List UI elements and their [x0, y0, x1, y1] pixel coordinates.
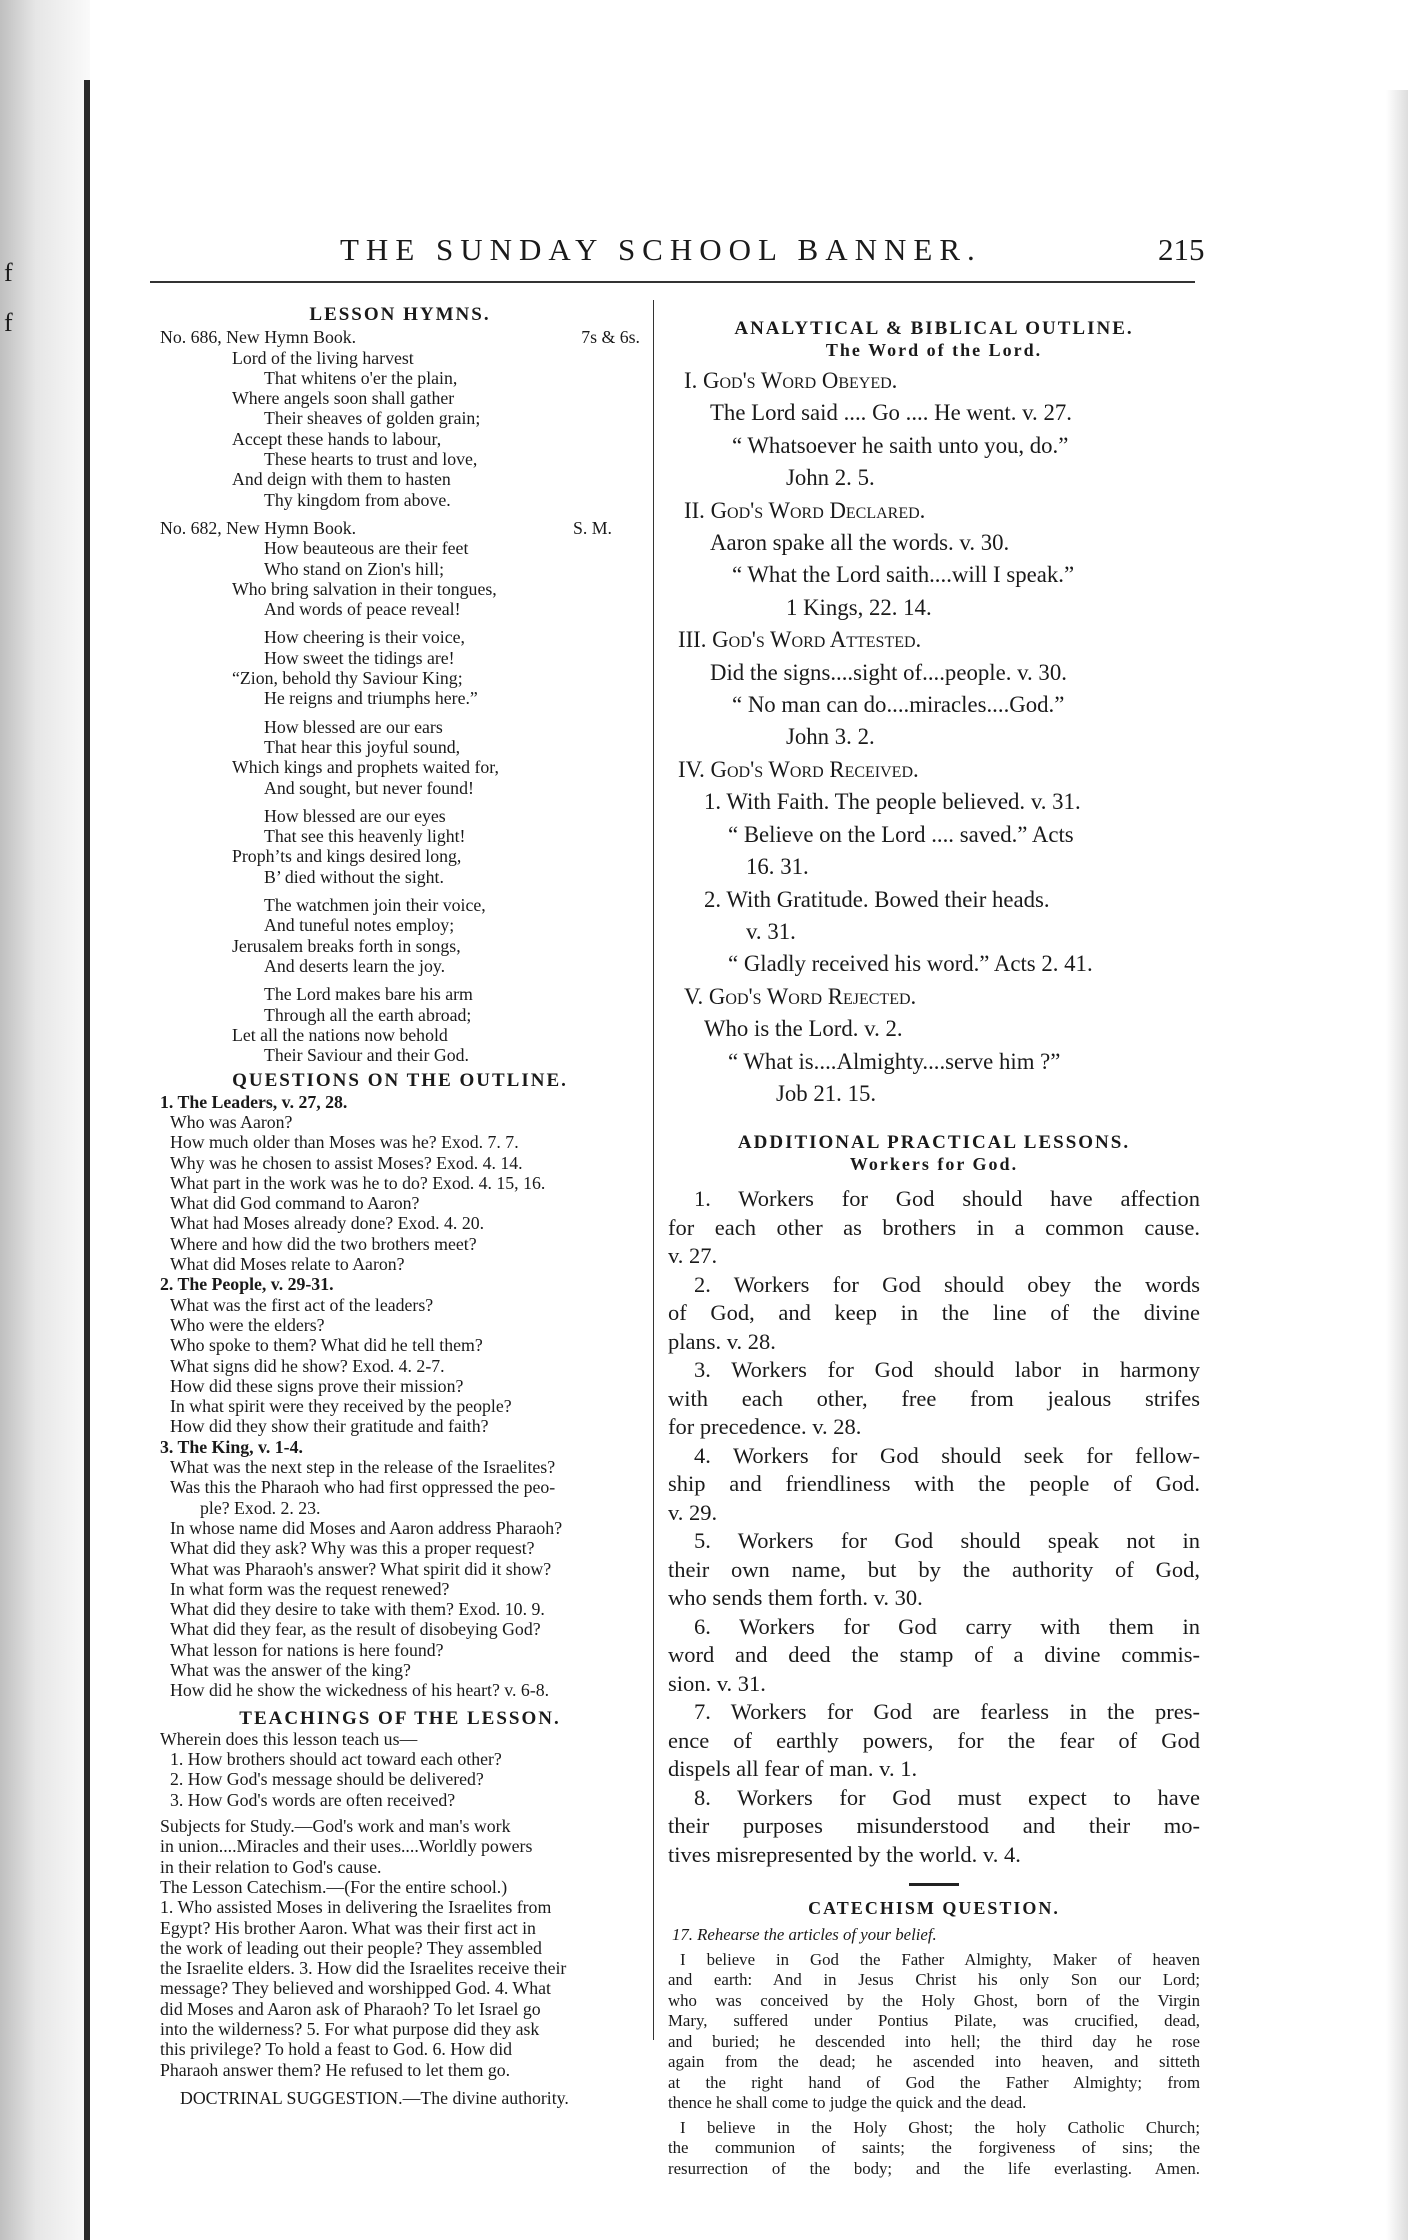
- catechism-line: the work of leading out their people? They assembled: [160, 1937, 542, 1958]
- catechism-question: 17. Rehearse the articles of your belief.: [672, 1925, 937, 1945]
- study-line: in their relation to God's cause.: [160, 1856, 382, 1877]
- teaching-line: 1. How brothers should act toward each other?: [170, 1749, 502, 1770]
- lesson-line: sion. v. 31.: [668, 1670, 766, 1696]
- catechism-line: Pharaoh answer them? He refused to let them go.: [160, 2059, 511, 2080]
- question: What lesson for nations is here found?: [170, 1639, 444, 1660]
- lesson-hymns-heading: LESSON HYMNS.: [309, 304, 491, 325]
- header-rule: [150, 281, 1195, 283]
- lesson-line: 1. Workers for God should have affection: [694, 1186, 1200, 1212]
- catechism-heading: CATECHISM QUESTION.: [808, 1898, 1060, 1919]
- hymn-line: Who bring salvation in their tongues,: [232, 578, 497, 599]
- lesson-line: for precedence. v. 28.: [668, 1414, 862, 1440]
- lesson-line: 2. Workers for God should obey the words: [694, 1271, 1200, 1297]
- hymn-line: “Zion, behold thy Saviour King;: [232, 668, 463, 689]
- lesson-line: tives misrepresented by the world. v. 4.: [668, 1841, 1021, 1867]
- outline-line: “ What the Lord saith....will I speak.”: [732, 562, 1075, 588]
- hymn-682: [160, 538, 640, 1065]
- outline-line: 1 Kings, 22. 14.: [786, 594, 932, 620]
- creed-line: and buried; he descended into hell; the third day he rose: [668, 2031, 1200, 2051]
- question: How did they show their gratitude and faith?: [170, 1416, 489, 1437]
- question-section: 1. The Leaders, v. 27, 28.: [160, 1091, 348, 1112]
- questions-list: [160, 1092, 640, 1701]
- question-section: 3. The King, v. 1-4.: [160, 1436, 303, 1457]
- hymn-line: Their Saviour and their God.: [264, 1045, 469, 1066]
- outline-line: Did the signs....sight of....people. v. 30.: [710, 659, 1067, 685]
- hymn-686: [160, 348, 640, 510]
- analytical-subheading: The Word of the Lord.: [825, 340, 1043, 360]
- subjects-for-study: [160, 1816, 640, 1877]
- teaching-line: Wherein does this lesson teach us—: [160, 1728, 418, 1749]
- outline-heading: V. God's Word Rejected.: [684, 983, 917, 1009]
- lesson-catechism: [160, 1877, 640, 2080]
- catechism-line: into the wilderness? 5. For what purpose did they ask: [160, 2019, 540, 2040]
- questions-heading: QUESTIONS ON THE OUTLINE.: [232, 1070, 568, 1092]
- outline-line: 1. With Faith. The people believed. v. 31.: [704, 789, 1081, 815]
- catechism-line: message? They believed and worshipped God. 4. What: [160, 1978, 551, 1999]
- hymn-line: Which kings and prophets waited for,: [232, 757, 499, 778]
- teaching-line: 3. How God's words are often received?: [170, 1789, 456, 1810]
- section-divider: [909, 1883, 959, 1886]
- outline-heading: IV. God's Word Received.: [678, 756, 919, 782]
- catechism-answer: [668, 1925, 1200, 2179]
- page-edge: [1386, 90, 1408, 2240]
- hymn-meter: 7s & 6s.: [581, 327, 640, 348]
- lesson-line: 3. Workers for God should labor in harmony: [694, 1357, 1200, 1383]
- creed-line: and earth: And in Jesus Christ his only Son our Lord;: [668, 1970, 1200, 1990]
- hymn-line: How cheering is their voice,: [264, 627, 465, 648]
- hymn-line: How blessed are our eyes: [264, 805, 446, 826]
- question: What had Moses already done? Exod. 4. 20.: [170, 1213, 485, 1234]
- lesson-line: dispels all fear of man. v. 1.: [668, 1756, 918, 1782]
- analytical-heading: ANALYTICAL & BIBLICAL OUTLINE.: [734, 318, 1134, 339]
- lesson-line: who sends them forth. v. 30.: [668, 1585, 923, 1611]
- hymn-line: That hear this joyful sound,: [264, 736, 461, 757]
- lesson-line: ship and friendliness with the people of God.: [668, 1471, 1200, 1497]
- outline-line: Aaron spake all the words. v. 30.: [710, 530, 1010, 556]
- outline-heading: II. God's Word Declared.: [684, 497, 926, 523]
- hymn-number: No. 686, New Hymn Book.: [160, 327, 357, 348]
- hymn-line: And deign with them to hasten: [232, 469, 451, 490]
- lesson-line: 6. Workers for God carry with them in: [694, 1613, 1200, 1639]
- hymn-number: No. 682, New Hymn Book.: [160, 517, 357, 538]
- lesson-line: 8. Workers for God must expect to have: [694, 1784, 1200, 1810]
- teachings-list: [160, 1729, 640, 1810]
- question: What was the first act of the leaders?: [170, 1294, 434, 1315]
- hymn-line: How blessed are our ears: [264, 716, 443, 737]
- right-column: [668, 318, 1200, 2179]
- hymn-line: And deserts learn the joy.: [264, 955, 446, 976]
- outline-line: John 3. 2.: [786, 724, 875, 750]
- hymn-line: And words of peace reveal!: [264, 599, 461, 620]
- question: Was this the Pharaoh who had first oppressed the peo-: [170, 1477, 556, 1498]
- facing-page-fragment: f: [4, 258, 13, 287]
- hymn-line: The watchmen join their voice,: [264, 895, 486, 916]
- catechism-line: The Lesson Catechism.—(For the entire school.): [160, 1876, 508, 1897]
- hymn-line: Their sheaves of golden grain;: [264, 408, 481, 429]
- lesson-line: 7. Workers for God are fearless in the pres-: [694, 1699, 1200, 1725]
- question: ple? Exod. 2. 23.: [200, 1497, 321, 1518]
- question: How did these signs prove their mission?: [170, 1375, 464, 1396]
- question: What did Moses relate to Aaron?: [170, 1254, 405, 1275]
- creed-line: thence he shall come to judge the quick and the dead.: [668, 2093, 1027, 2113]
- question: What did they ask? Why was this a proper request?: [170, 1538, 535, 1559]
- hymn-line: Accept these hands to labour,: [232, 428, 442, 449]
- hymn-line: Lord of the living harvest: [232, 347, 414, 368]
- outline-line: 16. 31.: [746, 854, 809, 880]
- creed-line: resurrection of the body; and the life everlasting. Amen.: [668, 2158, 1200, 2178]
- question: Who were the elders?: [170, 1314, 325, 1335]
- creed-line: who was conceived by the Holy Ghost, born of the Virgin: [668, 1990, 1200, 2010]
- catechism-line: the Israelite elders. 3. How did the Israelites receive their: [160, 1958, 567, 1979]
- lesson-line: with each other, free from jealous strifes: [668, 1385, 1200, 1411]
- doctrinal-suggestion: DOCTRINAL SUGGESTION.—The divine authority.: [180, 2087, 569, 2108]
- lesson-line: their own name, but by the authority of God,: [668, 1556, 1200, 1582]
- hymn-line: Proph’ts and kings desired long,: [232, 846, 462, 867]
- outline-line: “ What is....Almighty....serve him ?”: [728, 1048, 1061, 1074]
- hymn-line: These hearts to trust and love,: [264, 449, 478, 470]
- hymn-line: Who stand on Zion's hill;: [264, 558, 445, 579]
- lesson-line: 5. Workers for God should speak not in: [694, 1528, 1200, 1554]
- question: Who was Aaron?: [170, 1111, 293, 1132]
- lesson-line: their purposes misunderstood and their mo-: [668, 1813, 1200, 1839]
- creed-line: the communion of saints; the forgiveness of sins; the: [668, 2138, 1200, 2158]
- analytical-outline: [668, 365, 1200, 1110]
- lesson-line: v. 27.: [668, 1243, 718, 1269]
- hymn-line: Thy kingdom from above.: [264, 489, 451, 510]
- hymn-line: Where angels soon shall gather: [232, 388, 455, 409]
- hymn-line: Jerusalem breaks forth in songs,: [232, 935, 461, 956]
- question: What was the answer of the king?: [170, 1660, 411, 1680]
- lesson-line: ence of earthly powers, for the fear of God: [668, 1727, 1200, 1753]
- question: How did he show the wickedness of his heart? v. 6-8.: [170, 1680, 550, 1701]
- catechism-line: did Moses and Aaron ask of Pharaoh? To let Israel go: [160, 1998, 541, 2019]
- question: What was Pharaoh's answer? What spirit did it show?: [170, 1558, 552, 1579]
- creed-line: I believe in God the Father Almighty, Maker of heaven: [680, 1949, 1200, 1969]
- outline-line: Job 21. 15.: [776, 1080, 877, 1106]
- teachings-heading: TEACHINGS OF THE LESSON.: [239, 1707, 561, 1729]
- question: What part in the work was he to do? Exod. 4. 15, 16.: [170, 1172, 546, 1193]
- practical-subheading: Workers for God.: [849, 1154, 1019, 1175]
- study-line: in union....Miracles and their uses....Worldly powers: [160, 1836, 533, 1857]
- hymn-line: That whitens o'er the plain,: [264, 367, 458, 388]
- hymn-line: And sought, but never found!: [264, 777, 474, 798]
- outline-line: “ Whatsoever he saith unto you, do.”: [732, 432, 1069, 458]
- question: What signs did he show? Exod. 4. 2-7.: [170, 1355, 445, 1376]
- left-column: [160, 305, 640, 2108]
- hymn-header: [160, 518, 640, 538]
- creed-line: again from the dead; he ascended into heaven, and sitteth: [668, 2052, 1200, 2072]
- book-gutter: [0, 0, 90, 2240]
- lesson-line: of God, and keep in the line of the divine: [668, 1300, 1200, 1326]
- outline-line: v. 31.: [746, 918, 796, 944]
- lesson-line: plans. v. 28.: [668, 1328, 776, 1354]
- question: What did God command to Aaron?: [170, 1193, 420, 1214]
- question: What was the next step in the release of the Israelites?: [170, 1457, 556, 1478]
- outline-line: “ Gladly received his word.” Acts 2. 41.: [728, 951, 1093, 977]
- question: In what form was the request renewed?: [170, 1578, 450, 1599]
- practical-heading: ADDITIONAL PRACTICAL LESSONS.: [737, 1132, 1131, 1154]
- page-number: 215: [1158, 232, 1205, 267]
- question: What did they fear, as the result of disobeying God?: [170, 1619, 541, 1640]
- hymn-line: The Lord makes bare his arm: [264, 984, 473, 1005]
- hymn-meter: S. M.: [572, 517, 612, 538]
- question: Why was he chosen to assist Moses? Exod. 4. 14.: [170, 1152, 523, 1173]
- hymn-line: That see this heavenly light!: [264, 826, 466, 847]
- creed-line: Mary, suffered under Pontius Pilate, was crucified, dead,: [668, 2011, 1200, 2031]
- outline-heading: I. God's Word Obeyed.: [684, 368, 898, 393]
- lesson-line: word and deed the stamp of a divine commis-: [668, 1642, 1200, 1668]
- outline-line: The Lord said .... Go .... He went. v. 27.: [710, 400, 1072, 426]
- spine-shadow: [84, 80, 90, 2240]
- catechism-line: this privilege? To hold a feast to God. 6. How did: [160, 2039, 513, 2060]
- outline-line: “ No man can do....miracles....God.”: [732, 692, 1065, 718]
- facing-page-fragment: f: [4, 308, 13, 337]
- hymn-line: B’ died without the sight.: [264, 866, 444, 887]
- running-header: THE SUNDAY SCHOOL BANNER.: [340, 232, 982, 267]
- creed-line: I believe in the Holy Ghost; the holy Catholic Church;: [680, 2117, 1200, 2137]
- question-section: 2. The People, v. 29-31.: [160, 1274, 334, 1295]
- column-rule: [653, 300, 654, 2040]
- hymn-line: Through all the earth abroad;: [264, 1004, 472, 1025]
- practical-lessons: [668, 1185, 1200, 1869]
- question: How much older than Moses was he? Exod. 7. 7.: [170, 1132, 519, 1153]
- hymn-line: How beauteous are their feet: [264, 538, 469, 559]
- question: In whose name did Moses and Aaron address Pharaoh?: [170, 1517, 563, 1538]
- creed-line: at the right hand of God the Father Almighty; from: [668, 2072, 1200, 2092]
- question: Who spoke to them? What did he tell them?: [170, 1335, 483, 1356]
- outline-line: John 2. 5.: [786, 465, 875, 491]
- question: Where and how did the two brothers meet?: [170, 1233, 477, 1254]
- catechism-line: Egypt? His brother Aaron. What was their first act in: [160, 1917, 536, 1938]
- lesson-line: v. 29.: [668, 1499, 718, 1525]
- outline-line: Who is the Lord. v. 2.: [704, 1016, 903, 1042]
- catechism-line: 1. Who assisted Moses in delivering the Israelites from: [160, 1897, 552, 1918]
- lesson-line: 4. Workers for God should seek for fellow-: [694, 1442, 1200, 1468]
- outline-heading: III. God's Word Attested.: [678, 627, 922, 653]
- study-line: Subjects for Study.—God's work and man's work: [160, 1816, 511, 1837]
- hymn-line: And tuneful notes employ;: [264, 915, 455, 936]
- question: In what spirit were they received by the people?: [170, 1396, 512, 1417]
- question: What did they desire to take with them? Exod. 10. 9.: [170, 1599, 545, 1620]
- hymn-line: Let all the nations now behold: [232, 1024, 448, 1045]
- outline-line: 2. With Gratitude. Bowed their heads.: [704, 886, 1050, 912]
- outline-line: “ Believe on the Lord .... saved.” Acts: [728, 821, 1074, 847]
- hymn-line: He reigns and triumphs here.”: [264, 688, 478, 709]
- hymn-header: [160, 327, 640, 347]
- hymn-line: How sweet the tidings are!: [264, 647, 455, 668]
- lesson-line: for each other as brothers in a common cause.: [668, 1214, 1200, 1240]
- teaching-line: 2. How God's message should be delivered?: [170, 1769, 484, 1790]
